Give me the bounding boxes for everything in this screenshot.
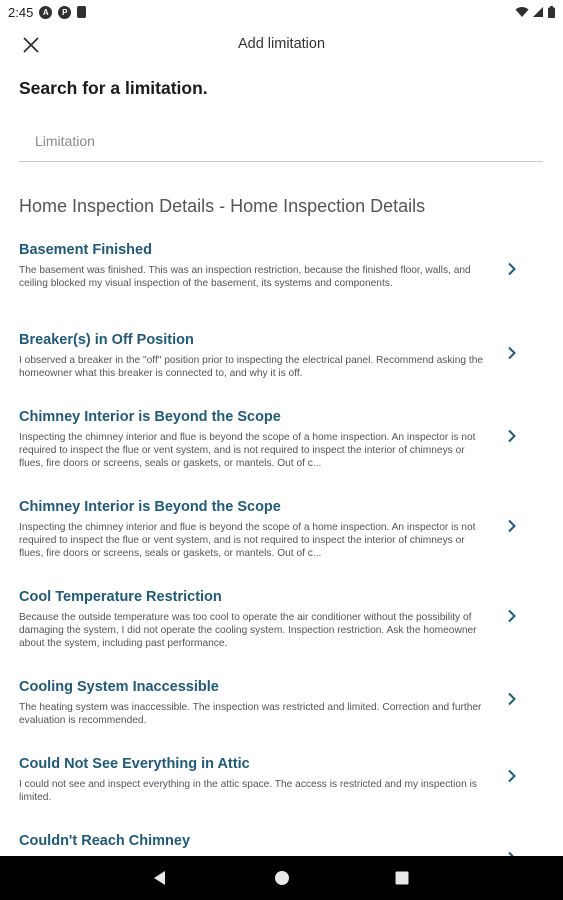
item-description: Inspecting the chimney interior and flue is beyond the scope of a home inspection. An inspector is not required to inspect the flue or vent system, and is not required to inspect the interior of chimneys or flues, fire doors or screens, seals or gaskets, or mantels. Out of c... bbox=[19, 522, 476, 560]
item-description: The basement was finished. This was an inspection restriction, because the finished floor, walls, and ceiling blocked my visual inspection of the basement, its systems and components. bbox=[19, 265, 471, 290]
chevron-right-icon bbox=[505, 429, 519, 443]
back-triangle-icon bbox=[153, 870, 167, 886]
status-right bbox=[515, 6, 555, 18]
back-button[interactable] bbox=[150, 868, 170, 888]
item-title: Breaker(s) in Off Position bbox=[19, 332, 194, 348]
list-item[interactable] bbox=[0, 242, 563, 308]
status-left bbox=[8, 5, 86, 20]
list-item[interactable] bbox=[0, 332, 563, 384]
item-title: Couldn't Reach Chimney bbox=[19, 833, 191, 849]
search-input[interactable] bbox=[19, 120, 543, 162]
item-description: Inspecting the chimney interior and flue is beyond the scope of a home inspection. An inspector is not required to inspect the flue or vent system, and is not required to inspect the interior of chimneys or flues, fire doors or screens, seals or gaskets, or mantels. Out of c... bbox=[19, 432, 476, 470]
sd-card-icon bbox=[77, 6, 86, 18]
item-description: Because the outside temperature was too cool to operate the air conditioner without the possibility of damaging the system, I did not operate the cooling system. Inspection restriction. Ask the homeowner about the system, including past performance. bbox=[19, 612, 477, 650]
battery-icon bbox=[548, 6, 555, 18]
page-title: Add limitation bbox=[237, 36, 326, 52]
chevron-right-icon bbox=[505, 346, 519, 360]
item-title: Basement Finished bbox=[19, 242, 152, 258]
list-item[interactable] bbox=[0, 409, 563, 475]
item-title: Chimney Interior is Beyond the Scope bbox=[19, 499, 281, 515]
item-description: I observed a breaker in the "off" position prior to inspecting the electrical panel. Recommend asking the homeowner what this breaker is connected to, and why it is off. bbox=[19, 355, 484, 380]
item-title: Cooling System Inaccessible bbox=[19, 679, 219, 695]
p-badge-icon: P bbox=[58, 6, 71, 19]
list-item[interactable] bbox=[0, 589, 563, 655]
list-item[interactable] bbox=[0, 833, 563, 856]
chevron-right-icon bbox=[505, 769, 519, 783]
list-item[interactable] bbox=[0, 679, 563, 731]
home-button[interactable] bbox=[272, 868, 292, 888]
item-description: I could not see and inspect everything in the attic space. The access is restricted and my inspection is limited. bbox=[19, 779, 477, 804]
chevron-right-icon bbox=[505, 262, 519, 276]
status-bar bbox=[0, 0, 563, 24]
item-title: Cool Temperature Restriction bbox=[19, 589, 222, 605]
item-title: Chimney Interior is Beyond the Scope bbox=[19, 409, 281, 425]
chevron-right-icon bbox=[505, 519, 519, 533]
status-time: 2:45 bbox=[8, 4, 34, 20]
search-heading: Search for a limitation. bbox=[19, 78, 208, 98]
list-item[interactable] bbox=[0, 499, 563, 565]
section-title: Home Inspection Details - Home Inspection Details bbox=[19, 196, 426, 216]
recents-button[interactable] bbox=[392, 868, 412, 888]
chevron-right-icon bbox=[505, 609, 519, 623]
app-bar bbox=[0, 24, 563, 64]
cellular-icon bbox=[533, 6, 544, 18]
navigation-bar bbox=[0, 856, 563, 900]
home-circle-icon bbox=[274, 870, 290, 886]
item-title: Could Not See Everything in Attic bbox=[19, 756, 250, 772]
list-item[interactable] bbox=[0, 756, 563, 808]
item-description: The heating system was inaccessible. The inspection was restricted and limited. Correction and further evaluation is recommended. bbox=[19, 702, 482, 727]
wifi-icon bbox=[515, 6, 529, 18]
a-badge-icon: A bbox=[39, 6, 52, 19]
recents-square-icon bbox=[395, 871, 409, 885]
chevron-right-icon bbox=[505, 692, 519, 706]
